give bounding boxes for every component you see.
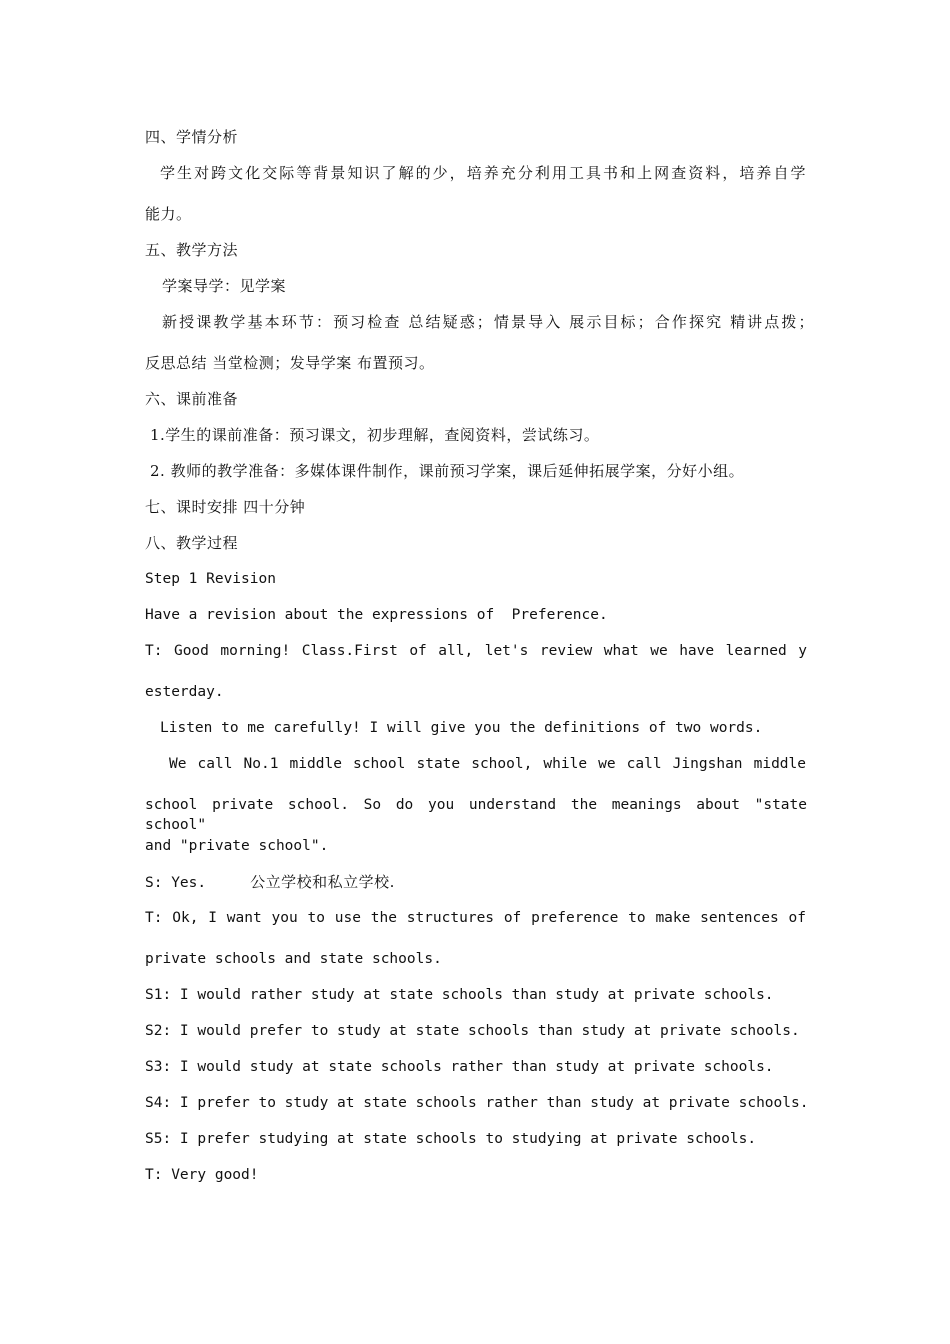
section-heading-teaching-process: 八、教学过程 xyxy=(145,534,239,552)
dialogue-teacher-listen: Listen to me carefully! I will give you the definitions of two words. xyxy=(160,720,763,736)
paragraph-learner-analysis-line2: 能力。 xyxy=(145,205,192,223)
section-heading-learner-analysis: 四、学情分析 xyxy=(145,128,239,146)
dialogue-student3: S3: I would study at state schools rather than study at private schools. xyxy=(145,1059,774,1075)
student-answer-prefix: S: Yes. xyxy=(145,875,207,891)
section-heading-teaching-methods: 五、教学方法 xyxy=(145,241,239,259)
dialogue-teacher-greeting-line1: T: Good morning! Class.First of all, let's review what we have learned y xyxy=(145,643,807,659)
dialogue-teacher-praise: T: Very good! xyxy=(145,1167,259,1183)
dialogue-student1: S1: I would rather study at state schools than study at private schools. xyxy=(145,987,774,1003)
dialogue-student-answer xyxy=(145,872,395,893)
paragraph-lesson-steps-line2: 反思总结 当堂检测；发导学案 布置预习。 xyxy=(145,354,435,372)
step-heading: Step 1 Revision xyxy=(145,571,276,587)
dialogue-student2: S2: I would prefer to study at state schools than study at private schools. xyxy=(145,1023,800,1039)
dialogue-teacher-definitions-line3: and "private school". xyxy=(145,838,329,854)
paragraph-learner-analysis-line1: 学生对跨文化交际等背景知识了解的少，培养充分利用工具书和上网查资料，培养自学 xyxy=(160,164,806,182)
student-answer-chinese: 公立学校和私立学校. xyxy=(250,873,395,891)
paragraph-guided-learning: 学案导学：见学案 xyxy=(162,277,287,295)
dialogue-teacher-instruction-line1: T: Ok, I want you to use the structures of preference to make sentences of xyxy=(145,910,806,926)
paragraph-lesson-steps-line1: 新授课教学基本环节：预习检查 总结疑惑；情景导入 展示目标；合作探究 精讲点拨； xyxy=(162,313,814,331)
section-heading-preparation: 六、课前准备 xyxy=(145,390,239,408)
dialogue-teacher-instruction-line2: private schools and state schools. xyxy=(145,951,442,967)
dialogue-teacher-definitions-line1: We call No.1 middle school state school, while we call Jingshan middle xyxy=(169,756,806,772)
dialogue-teacher-definitions-line2: school private school. So do you understand the meanings about "state school" xyxy=(145,797,807,833)
step-intro: Have a revision about the expressions of Preference. xyxy=(145,607,608,623)
list-item-student-preparation: 1.学生的课前准备：预习课文，初步理解，查阅资料，尝试练习。 xyxy=(150,426,600,444)
list-item-teacher-preparation: 2. 教师的教学准备：多媒体课件制作，课前预习学案，课后延伸拓展学案，分好小组。 xyxy=(150,462,745,480)
section-heading-schedule: 七、课时安排 四十分钟 xyxy=(145,498,306,516)
dialogue-student4: S4: I prefer to study at state schools rather than study at private schools. xyxy=(145,1095,809,1111)
dialogue-teacher-greeting-line2: esterday. xyxy=(145,684,224,700)
dialogue-student5: S5: I prefer studying at state schools to studying at private schools. xyxy=(145,1131,757,1147)
